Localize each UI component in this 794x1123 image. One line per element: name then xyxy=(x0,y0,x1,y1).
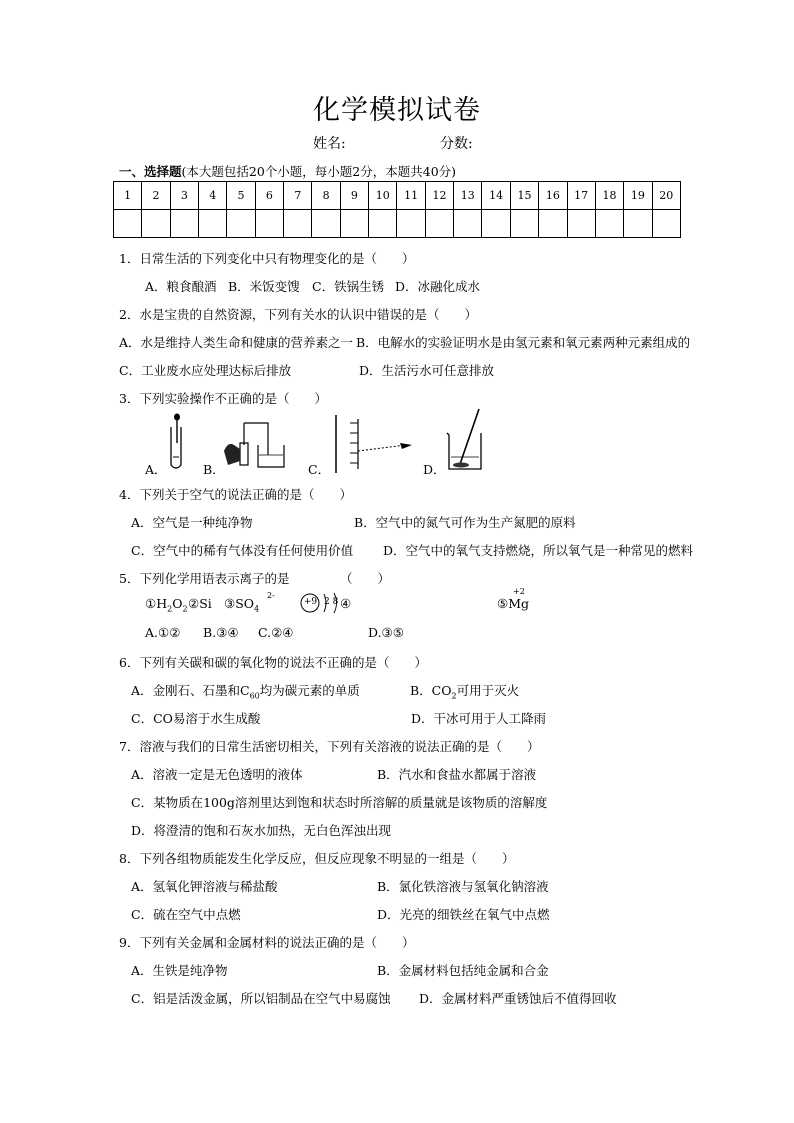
q9-option-d: D．金属材料严重锈蚀后不值得回收 xyxy=(419,991,617,1006)
q8-option-a: A．氢氧化钾溶液与稀盐酸 xyxy=(131,879,278,894)
q2-option-a: A．水是维持人类生命和健康的营养素之一 xyxy=(119,335,354,350)
answer-blank[interactable] xyxy=(312,210,340,238)
answer-grid-number: 11 xyxy=(397,182,425,210)
answer-grid-number: 6 xyxy=(255,182,283,210)
q6-option-c: C．CO易溶于水生成酸 xyxy=(131,711,261,726)
q3-stem: 3．下列实验操作不正确的是（ ） xyxy=(119,391,327,406)
q5-option-b: B.③④ xyxy=(203,625,239,640)
q6-option-a-part2: 均为碳元素的单质 xyxy=(259,683,360,698)
q5-item-5: ⑤Mg xyxy=(497,596,530,611)
q5-item-5-valence: +2 xyxy=(513,587,525,596)
q4-option-b: B．空气中的氮气可作为生产氮肥的原料 xyxy=(354,515,576,530)
q2-option-c: C．工业废水应处理达标后排放 xyxy=(119,363,292,378)
answer-blank[interactable] xyxy=(624,210,652,238)
answer-blank[interactable] xyxy=(567,210,595,238)
answer-grid-numbers xyxy=(114,182,681,210)
atom-shells: 2 8 xyxy=(324,597,339,607)
q5-item-1-sub2: 2 xyxy=(182,604,188,614)
answer-grid-number: 14 xyxy=(482,182,510,210)
q5-item-3-sub: 4 xyxy=(254,604,260,614)
answer-blank[interactable] xyxy=(284,210,312,238)
q1-option-a: A．粮食酿酒 xyxy=(145,279,217,294)
q6-option-b-part2: 可用于灭火 xyxy=(456,683,520,698)
answer-grid-number: 16 xyxy=(539,182,567,210)
q2-option-d: D．生活污水可任意排放 xyxy=(359,363,495,378)
answer-blank[interactable] xyxy=(114,210,142,238)
q5-item-3-a: ③SO xyxy=(224,596,255,611)
answer-blank[interactable] xyxy=(425,210,453,238)
answer-grid-blanks xyxy=(114,210,681,238)
q8-option-b: B．氯化铁溶液与氢氧化钠溶液 xyxy=(377,879,549,894)
q1-stem: 1．日常生活的下列变化中只有物理变化的是（ ） xyxy=(119,251,415,266)
q5-option-c: C.②④ xyxy=(258,625,294,640)
answer-blank[interactable] xyxy=(482,210,510,238)
q5-item-1 xyxy=(145,596,188,614)
q9-option-b: B．金属材料包括纯金属和合金 xyxy=(377,963,549,978)
answer-grid-number: 8 xyxy=(312,182,340,210)
q6-option-b-sub: 2 xyxy=(451,691,457,701)
q6-option-a-part1: A．金刚石、石墨和C xyxy=(131,683,250,698)
q5-item-1-b: O xyxy=(172,596,183,611)
q6-option-d: D．干冰可用于人工降雨 xyxy=(411,711,547,726)
q7-stem: 7．溶液与我们的日常生活密切相关，下列有关溶液的说法正确的是（ ） xyxy=(119,739,540,754)
answer-grid-number: 1 xyxy=(114,182,142,210)
answer-blank[interactable] xyxy=(397,210,425,238)
q5-item-3 xyxy=(224,596,259,614)
answer-grid xyxy=(113,181,681,238)
answer-grid-number: 5 xyxy=(227,182,255,210)
q4-option-a: A．空气是一种纯净物 xyxy=(131,515,253,530)
q6-option-a-sub: 60 xyxy=(249,691,260,701)
answer-blank[interactable] xyxy=(510,210,538,238)
q5-item-1-sub: 2 xyxy=(167,604,173,614)
q7-option-b: B．汽水和食盐水都属于溶液 xyxy=(377,767,537,782)
answer-grid-number: 7 xyxy=(284,182,312,210)
q1-option-b: B．米饭变馊 xyxy=(228,279,300,294)
q6-option-b xyxy=(410,681,519,701)
section-heading xyxy=(119,162,456,180)
q2-stem: 2．水是宝贵的自然资源，下列有关水的认识中错误的是（ ） xyxy=(119,307,477,322)
q1-option-c: C．铁锅生锈 xyxy=(312,279,385,294)
answer-blank[interactable] xyxy=(340,210,368,238)
q5-item-2: ②Si xyxy=(188,596,212,611)
q3-option-d: D． xyxy=(423,462,446,477)
name-label: 姓名: xyxy=(313,136,346,152)
beaker-stirring-figure xyxy=(443,407,489,473)
answer-grid-number: 2 xyxy=(142,182,170,210)
answer-grid-number: 15 xyxy=(510,182,538,210)
q3-option-b: B． xyxy=(203,462,225,477)
answer-blank[interactable] xyxy=(652,210,680,238)
q9-option-a: A．生铁是纯净物 xyxy=(131,963,228,978)
answer-blank[interactable] xyxy=(369,210,397,238)
answer-grid-number: 19 xyxy=(624,182,652,210)
q5-item-1-a: ①H xyxy=(145,596,168,611)
answer-blank[interactable] xyxy=(227,210,255,238)
q5-stem: 5．下列化学用语表示离子的是 xyxy=(119,571,290,586)
answer-blank[interactable] xyxy=(170,210,198,238)
answer-grid-number: 4 xyxy=(199,182,227,210)
answer-grid-number: 3 xyxy=(170,182,198,210)
q1-option-d: D．冰融化成水 xyxy=(395,279,481,294)
answer-grid-number: 12 xyxy=(425,182,453,210)
q6-option-b-part1: B．CO xyxy=(410,683,452,698)
q4-option-c: C．空气中的稀有气体没有任何使用价值 xyxy=(131,543,354,558)
q3-option-a: A． xyxy=(145,462,167,477)
score-label: 分数: xyxy=(440,136,473,152)
answer-blank[interactable] xyxy=(255,210,283,238)
q5-item-3-charge: 2- xyxy=(267,591,275,600)
q6-option-a xyxy=(131,681,360,701)
answer-blank[interactable] xyxy=(595,210,623,238)
q9-stem: 9．下列有关金属和金属材料的说法正确的是（ ） xyxy=(119,935,415,950)
q9-option-c: C．铝是活泼金属，所以铝制品在空气中易腐蚀 xyxy=(131,991,391,1006)
q7-option-c: C．某物质在100g溶剂里达到饱和状态时所溶解的质量就是该物质的溶解度 xyxy=(131,795,548,810)
page-title: 化学模拟试卷 xyxy=(313,95,481,126)
answer-grid-number: 13 xyxy=(454,182,482,210)
q7-option-d: D．将澄清的饱和石灰水加热，无白色浑浊出现 xyxy=(131,823,392,838)
answer-blank[interactable] xyxy=(142,210,170,238)
answer-blank[interactable] xyxy=(539,210,567,238)
section-title: 一、选择题 xyxy=(119,164,182,179)
gas-tightness-figure xyxy=(222,415,292,473)
q5-paren: （ ） xyxy=(340,571,391,586)
q7-option-a: A．溶液一定是无色透明的液体 xyxy=(131,767,303,782)
answer-grid-number: 17 xyxy=(567,182,595,210)
q5-item-4: ④ xyxy=(340,596,352,611)
q5-option-d: D.③⑤ xyxy=(368,625,404,640)
answer-blank[interactable] xyxy=(454,210,482,238)
q4-stem: 4．下列关于空气的说法正确的是（ ） xyxy=(119,487,352,502)
q8-stem: 8．下列各组物质能发生化学反应，但反应现象不明显的一组是（ ） xyxy=(119,851,515,866)
atom-nucleus: +9 xyxy=(303,597,318,607)
q5-option-a: A.①② xyxy=(145,625,181,640)
answer-grid-number: 20 xyxy=(652,182,680,210)
q8-option-d: D．光亮的细铁丝在氧气中点燃 xyxy=(377,907,550,922)
section-note: (本大题包括20个小题，每小题2分，本题共40分) xyxy=(181,164,457,179)
answer-grid-number: 18 xyxy=(595,182,623,210)
q3-option-c: C． xyxy=(308,462,331,477)
graduated-cylinder-reading-figure xyxy=(328,413,418,475)
test-tube-dropper-figure xyxy=(163,413,193,473)
q6-stem: 6．下列有关碳和碳的氧化物的说法不正确的是（ ） xyxy=(119,655,427,670)
q8-option-c: C．硫在空气中点燃 xyxy=(131,907,241,922)
answer-grid-number: 10 xyxy=(369,182,397,210)
answer-grid-number: 9 xyxy=(340,182,368,210)
answer-blank[interactable] xyxy=(199,210,227,238)
q4-option-d: D．空气中的氧气支持燃烧，所以氧气是一种常见的燃料 xyxy=(383,543,694,558)
q2-option-b: B．电解水的实验证明水是由氢元素和氧元素两种元素组成的 xyxy=(356,335,691,350)
